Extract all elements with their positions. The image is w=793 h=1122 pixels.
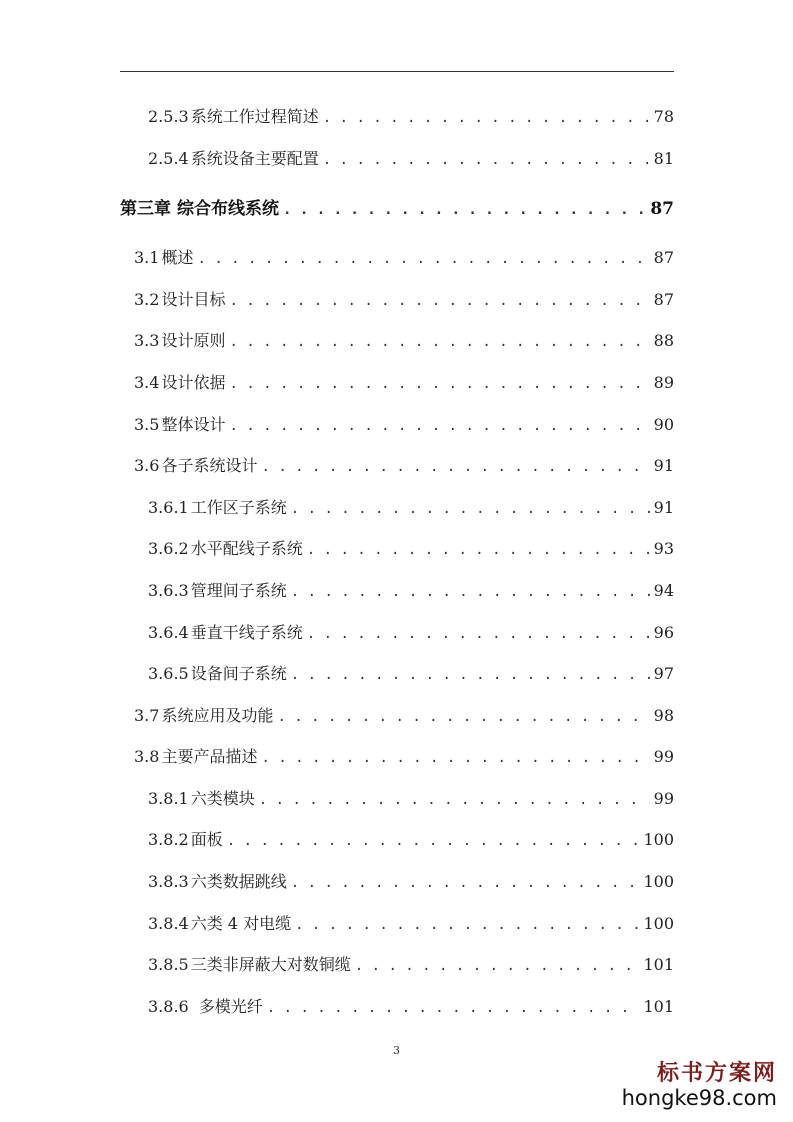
toc-number: 3.6.3 [148, 581, 189, 600]
toc-title: 六类模块 [190, 789, 255, 808]
toc-page: 100 [643, 872, 674, 891]
toc-title: 设计目标 [161, 290, 226, 309]
toc-entry[interactable] [148, 664, 674, 685]
dot-leader [295, 915, 639, 935]
watermark [622, 1060, 777, 1110]
toc-entry[interactable] [134, 415, 674, 436]
toc-page: 91 [653, 456, 674, 475]
toc-entry[interactable] [134, 706, 674, 727]
toc-number: 3.7 [134, 706, 160, 725]
toc-entry[interactable] [148, 955, 674, 976]
dot-leader [277, 707, 649, 727]
toc-title: 整体设计 [161, 415, 226, 434]
toc-number: 3.8.5 [148, 955, 189, 974]
toc-title: 各子系统设计 [161, 456, 258, 475]
dot-leader [291, 499, 650, 519]
toc-number: 3.1 [134, 248, 160, 267]
toc-title: 管理间子系统 [190, 581, 287, 600]
toc-number: 3.6 [134, 456, 160, 475]
toc-number: 2.5.3 [148, 107, 189, 126]
toc-chapter-entry[interactable] [120, 199, 674, 220]
toc-entry[interactable] [134, 456, 674, 477]
toc-page: 91 [653, 498, 674, 517]
toc-number: 3.8.6 [148, 997, 189, 1016]
watermark-en: hongke98.com [621, 1086, 777, 1110]
toc-page: 99 [653, 747, 674, 766]
toc-entry[interactable] [134, 373, 674, 394]
toc-title: 多模光纤 [198, 997, 263, 1016]
toc-page: 100 [643, 914, 674, 933]
dot-leader [283, 200, 646, 220]
toc-number: 3.2 [134, 290, 160, 309]
toc-number: 3.6.1 [148, 498, 189, 517]
toc-title: 设计依据 [161, 373, 226, 392]
toc-page: 100 [643, 830, 674, 849]
toc-entry[interactable] [148, 498, 674, 519]
toc-title: 六类 4 对电缆 [190, 914, 292, 933]
toc-entry[interactable] [148, 107, 674, 128]
toc-title: 系统应用及功能 [161, 706, 274, 725]
toc-number: 3.8.1 [148, 789, 189, 808]
dot-leader [229, 332, 649, 352]
dot-leader [291, 582, 650, 602]
toc-number: 3.6.4 [148, 623, 189, 642]
toc-title: 垂直干线子系统 [190, 623, 303, 642]
toc-page: 96 [653, 623, 674, 642]
toc-page: 88 [653, 331, 674, 350]
dot-leader [267, 998, 640, 1018]
toc-number: 2.5.4 [148, 149, 189, 168]
toc-title: 系统设备主要配置 [190, 149, 319, 168]
dot-leader [261, 457, 649, 477]
toc-page: 98 [653, 706, 674, 725]
toc-title: 系统工作过程简述 [190, 107, 319, 126]
toc-page: 87 [653, 290, 674, 309]
toc-title: 主要产品描述 [161, 747, 258, 766]
toc-page: 97 [653, 664, 674, 683]
dot-leader [259, 790, 650, 810]
toc-number: 3.6.5 [148, 664, 189, 683]
toc-page: 81 [653, 149, 674, 168]
toc-number: 3.6.2 [148, 539, 189, 558]
toc-number: 第三章 [120, 199, 171, 219]
page-number: 3 [393, 1044, 400, 1057]
toc-number: 3.8 [134, 747, 160, 766]
dot-leader [307, 624, 650, 644]
toc-page: 94 [653, 581, 674, 600]
toc-title: 设计原则 [161, 331, 226, 350]
dot-leader [323, 150, 650, 170]
toc-entry[interactable] [148, 581, 674, 602]
toc-title: 三类非屏蔽大对数铜缆 [190, 955, 351, 974]
dot-leader [355, 956, 640, 976]
toc-page: 89 [653, 373, 674, 392]
toc-title: 面板 [190, 830, 223, 849]
dot-leader [229, 374, 649, 394]
toc-entry[interactable] [134, 331, 674, 352]
dot-leader [197, 249, 649, 269]
toc-page: 87 [653, 248, 674, 267]
toc-entry[interactable] [148, 872, 674, 893]
toc-page: 90 [653, 415, 674, 434]
toc-entry[interactable] [148, 789, 674, 810]
toc-number: 3.8.3 [148, 872, 189, 891]
dot-leader [291, 873, 640, 893]
dot-leader [229, 291, 649, 311]
dot-leader [261, 748, 649, 768]
toc-page: 87 [650, 199, 674, 219]
toc-page: 93 [653, 539, 674, 558]
toc-entry[interactable] [148, 623, 674, 644]
toc-entry[interactable] [148, 914, 674, 935]
watermark-cn: 标书方案网 [656, 1060, 777, 1086]
toc-entry[interactable] [134, 747, 674, 768]
toc-page: 101 [643, 997, 674, 1016]
toc-entry[interactable] [148, 830, 674, 851]
dot-leader [323, 108, 650, 128]
toc-title: 工作区子系统 [190, 498, 287, 517]
dot-leader [291, 665, 650, 685]
toc-title: 设备间子系统 [190, 664, 287, 683]
toc-title: 六类数据跳线 [190, 872, 287, 891]
toc-page: 99 [653, 789, 674, 808]
toc-entry[interactable] [148, 997, 674, 1018]
toc-title: 综合布线系统 [177, 199, 279, 219]
toc-number: 3.3 [134, 331, 160, 350]
toc-entry[interactable] [134, 290, 674, 311]
toc-entry[interactable] [148, 149, 674, 170]
toc-page: 101 [643, 955, 674, 974]
dot-leader [227, 831, 640, 851]
toc-number: 3.4 [134, 373, 160, 392]
toc-page: 78 [653, 107, 674, 126]
toc-number: 3.5 [134, 415, 160, 434]
toc-title: 概述 [161, 248, 194, 267]
toc-entry[interactable] [148, 539, 674, 560]
toc-title: 水平配线子系统 [190, 539, 303, 558]
dot-leader [307, 540, 650, 560]
dot-leader [229, 416, 649, 436]
toc-entry[interactable] [134, 248, 674, 269]
toc-number: 3.8.2 [148, 830, 189, 849]
toc-number: 3.8.4 [148, 914, 189, 933]
